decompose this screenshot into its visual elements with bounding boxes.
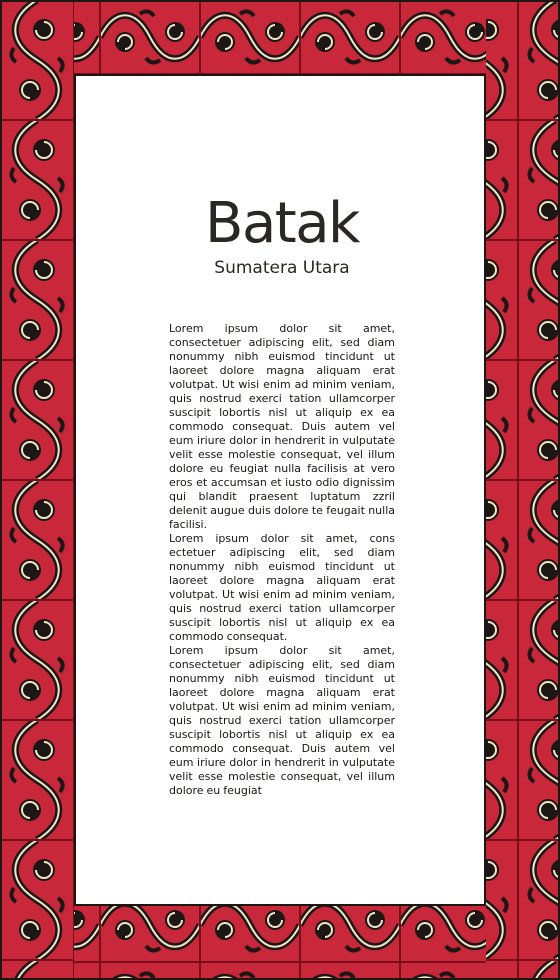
page-title: Batak <box>205 191 359 256</box>
body-text <box>169 322 395 798</box>
paragraph: Lorem ipsum dolor sit amet, consectetuer adipiscing elit, sed diam nonummy nibh euismod tincidunt ut laoreet dolore magna aliquam erat volutpat. Ut wisi enim ad minim veniam, quis nostrud exerci tation ullamcorper suscipit lobortis nisl ut aliquip ex ea commodo consequat. Duis autem vel eum iriure dolor in hendrerit in vulputate velit esse molestie consequat, vel illum dolore eu feugiat nulla facilisis at vero eros et accumsan et iusto odio dignissim qui blandit praesent luptatum zzril delenit augue duis dolore te feugait nulla facilisi. <box>169 322 395 531</box>
border-top <box>74 0 486 74</box>
content-panel <box>74 74 486 906</box>
paragraph: Lorem ipsum dolor sit amet, cons ectetuer adipiscing elit, sed diam nonummy nibh euismod tincidunt ut laoreet dolore magna aliquam erat volutpat. Ut wisi enim ad minim veniam, quis nostrud exerci tation ullamcorper suscipit lobortis nisl ut aliquip ex ea commodo consequat. <box>169 532 395 643</box>
border-bottom <box>74 906 486 980</box>
border-left <box>0 0 74 980</box>
paragraph: Lorem ipsum dolor sit amet, consectetuer adipiscing elit, sed diam nonummy nibh euismod tincidunt ut laoreet dolore magna aliquam erat volutpat. Ut wisi enim ad minim veniam, quis nostrud exerci tation ullamcorper suscipit lobortis nisl ut aliquip ex ea commodo consequat. Duis autem vel eum iriure dolor in hendrerit in vulputate velit esse molestie consequat, vel illum dolore eu feugiat <box>169 644 395 797</box>
page-subtitle: Sumatera Utara <box>214 258 350 278</box>
border-right <box>486 0 560 980</box>
